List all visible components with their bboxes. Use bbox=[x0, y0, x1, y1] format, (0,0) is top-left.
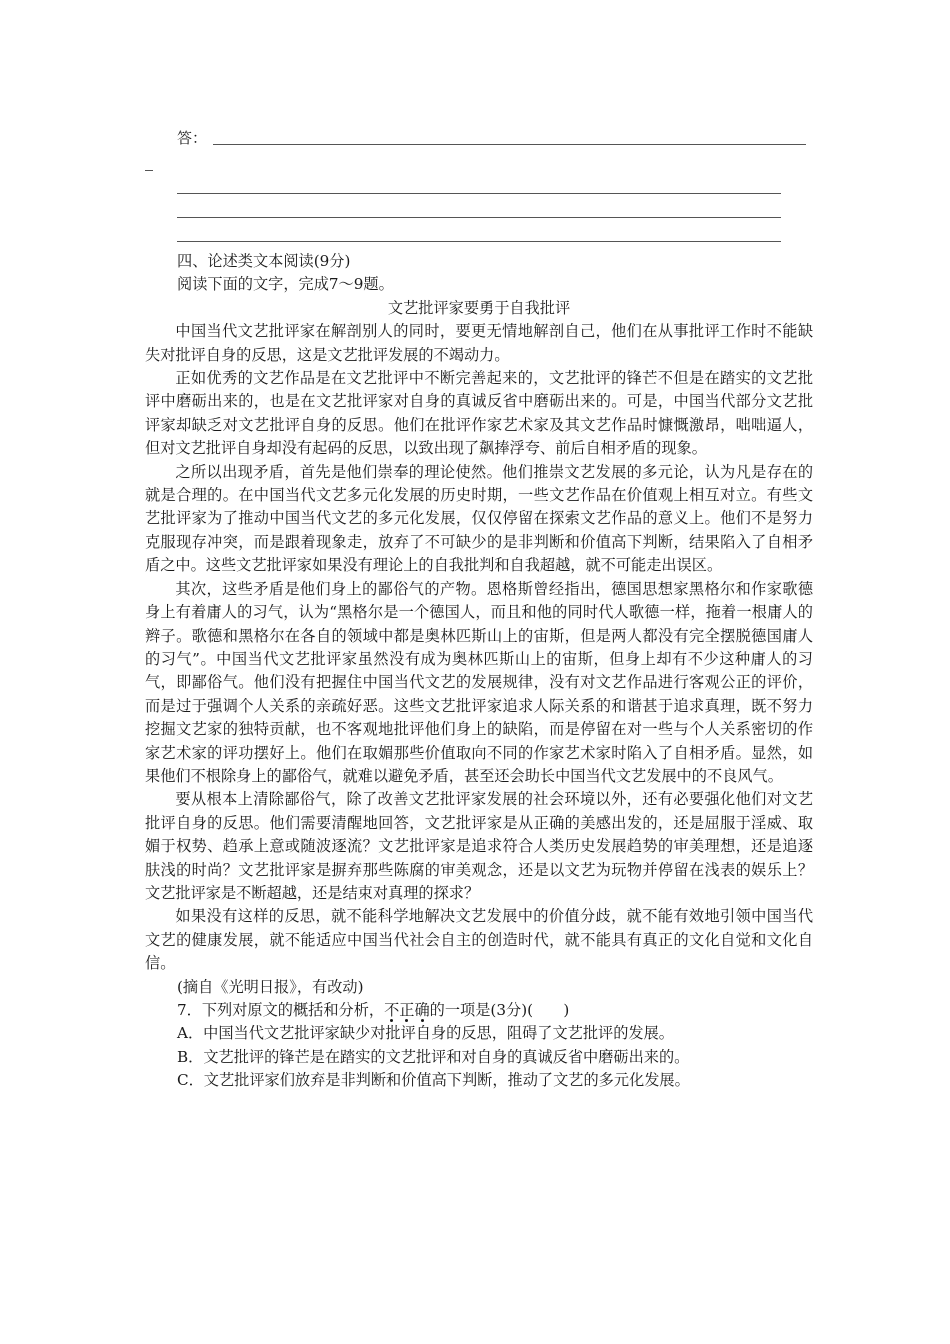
answer-area bbox=[177, 128, 807, 148]
question-prefix: 7．下列对原文的概括和分析， bbox=[177, 1001, 385, 1019]
article-paragraph: 其次，这些矛盾是他们身上的鄙俗气的产物。恩格斯曾经指出，德国思想家黑格尔和作家歌德身上有着庸人的习气，认为“黑格尔是一个德国人，而且和他的同时代人歌德一样，拖着一根庸人的辫子。歌德和黑格尔在各自的领域中都是奥林匹斯山上的宙斯，但是两人都没有完全摆脱德国庸人的习气”。中国当代文艺批评家虽然没有成为奥林匹斯山上的宙斯，但身上却有不少这种庸人的习气，即鄙俗气。他们没有把握住中国当代文艺的发展规律，没有对文艺作品进行客观公正的评价，而是过于强调个人关系的亲疏好恶。这些文艺批评家追求人际关系的和谐甚于追求真理，既不努力挖掘文艺家的独特贡献，也不客观地批评他们身上的缺陷，而是停留在对一些与个人关系密切的作家艺术家的评功摆好上。他们在取媚那些价值取向不同的作家艺术家时陷入了自相矛盾。显然，如果他们不根除身上的鄙俗气，就难以避免矛盾，甚至还会助长中国当代文艺发展中的不良风气。 bbox=[145, 579, 813, 785]
article-paragraph: 要从根本上清除鄙俗气，除了改善文艺批评家发展的社会环境以外，还有必要强化他们对文艺批评自身的反思。他们需要清醒地回答，文艺批评家是从正确的美感出发的，还是屈服于淫威、取媚于权势、趋承上意或随波逐流？文艺批评家是追求符合人类历史发展趋势的审美理想，还是追逐肤浅的时尚？文艺批评家是摒弃那些陈腐的审美观念，还是以文艺为玩物并停留在浅表的娱乐上？文艺批评家是不断超越，还是结束对真理的探求？ bbox=[145, 790, 813, 902]
article-paragraph: 如果没有这样的反思，就不能科学地解决文艺发展中的价值分歧，就不能有效地引领中国当代文艺的健康发展，就不能适应中国当代社会自主的创造时代，就不能具有真正的文化自觉和文化自信。 bbox=[145, 907, 813, 973]
answer-label: 答： bbox=[177, 129, 208, 147]
section-instruction: 阅读下面的文字，完成7～9题。 bbox=[177, 275, 394, 294]
answer-line[interactable] bbox=[177, 217, 781, 218]
question-suffix: 的一项是(3分)( ) bbox=[429, 1001, 570, 1019]
article-title: 文艺批评家要勇于自我批评 bbox=[387, 298, 571, 317]
emphasis-char: 正 bbox=[399, 1001, 415, 1019]
answer-line[interactable] bbox=[213, 144, 806, 145]
article-paragraph: 中国当代文艺批评家在解剖别人的同时，要更无情地解剖自己，他们在从事批评工作时不能缺失对批评自身的反思，这是文艺批评发展的不竭动力。 bbox=[145, 322, 813, 364]
question-7 bbox=[145, 999, 813, 1022]
reading-section bbox=[145, 250, 813, 1093]
answer-line[interactable] bbox=[177, 193, 781, 194]
answer-line[interactable] bbox=[177, 241, 781, 242]
emphasis-char: 不 bbox=[384, 1001, 400, 1019]
article-source: (摘自《光明日报》，有改动) bbox=[177, 977, 364, 996]
answer-line-stub bbox=[145, 170, 153, 171]
question-emphasis bbox=[384, 1001, 430, 1019]
option-c[interactable]: C．文艺批评家们放弃是非判断和价值高下判断，推动了文艺的多元化发展。 bbox=[177, 1071, 690, 1090]
emphasis-char: 确 bbox=[414, 1001, 430, 1019]
article-paragraph: 之所以出现矛盾，首先是他们崇奉的理论使然。他们推崇文艺发展的多元论，认为凡是存在的就是合理的。在中国当代文艺多元化发展的历史时期，一些文艺作品在价值观上相互对立。有些文艺批评家为了推动中国当代文艺的多元化发展，仅仅停留在探索文艺作品的意义上。他们不是努力克服现存冲突，而是跟着现象走，放弃了不可缺少的是非判断和价值高下判断，结果陷入了自相矛盾之中。这些文艺批评家如果没有理论上的自我批判和自我超越，就不可能走出误区。 bbox=[145, 462, 813, 575]
option-b[interactable]: B．文艺批评的锋芒是在踏实的文艺批评和对自身的真诚反省中磨砺出来的。 bbox=[177, 1047, 690, 1066]
option-a[interactable]: A．中国当代文艺批评家缺少对批评自身的反思，阻碍了文艺批评的发展。 bbox=[177, 1024, 674, 1043]
section-heading: 四、论述类文本阅读(9分) bbox=[177, 252, 351, 270]
article-paragraph: 正如优秀的文艺作品是在文艺批评中不断完善起来的，文艺批评的锋芒不但是在踏实的文艺批评中磨砺出来的，也是在文艺批评家对自身的真诚反省中磨砺出来的。可是，中国当代部分文艺批评家却缺乏对文艺批评自身的反思。他们在批评作家艺术家及其文艺作品时慷慨激昂，咄咄逼人，但对文艺批评自身却没有起码的反思，以致出现了飙捧浮夸、前后自相矛盾的现象。 bbox=[145, 369, 813, 458]
